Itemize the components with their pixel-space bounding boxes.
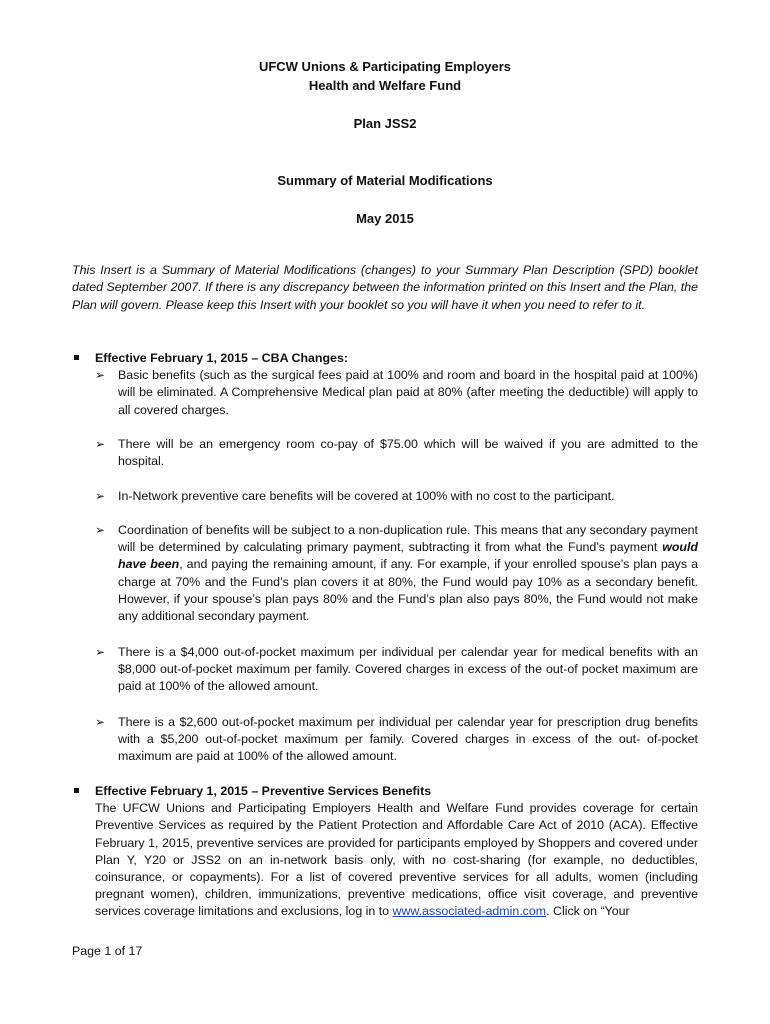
title-block (0, 57, 770, 95)
emphasis-text: would have been (118, 540, 698, 572)
section-cba-changes (72, 350, 698, 419)
associated-admin-link[interactable]: www.associated-admin.com (392, 904, 547, 919)
plan-title: Plan JSS2 (353, 116, 417, 131)
section-heading: Effective February 1, 2015 – CBA Changes: (72, 350, 698, 367)
square-bullet-icon (74, 788, 79, 793)
arrow-bullet-icon: ➢ (95, 715, 106, 729)
list-item-block (72, 522, 698, 625)
list-item-block (72, 714, 698, 766)
list-item: ➢ There will be an emergency room co-pay of $75.00 which will be waived if you are admitted to the hospital. (95, 437, 698, 469)
list-item: ➢ There is a $2,600 out-of-pocket maximum per individual per calendar year for prescription drug benefits with a $5,200 out-of-pocket maximum per family. Covered charges in excess of the out- of-pocket maximum are paid at 100% of the allowed amount. (95, 715, 698, 764)
arrow-bullet-icon: ➢ (95, 489, 106, 503)
org-name: UFCW Unions & Participating Employers (258, 59, 512, 74)
arrow-bullet-icon: ➢ (95, 368, 106, 383)
section-body: The UFCW Unions and Participating Employers Health and Welfare Fund provides coverage for certain Preventive Services as required by the Patient Protection and Affordable Care Act of 2010 (ACA). Effective February 1, 2015, preventive services are provided for participants employed by Shoppers and covered under Plan Y, Y20 or JSS2 on an in-network basis only, with no cost-sharing (for example, no deductibles, coinsurance, or copayments). For a list of covered preventive services for all adults, women (including pregnant women), children, immunizations, preventive medications, office visit coverage, and preventive services coverage limitations and exclusions, log in to www.associated-admin.com. Click on “Your (95, 801, 698, 919)
fund-name: Health and Welfare Fund (308, 78, 462, 93)
page-number: Page 1 of 17 (72, 944, 143, 958)
list-item: ➢ Coordination of benefits will be subject to a non-duplication rule. This means that any secondary payment will be determined by calculating primary payment, subtracting it from what the Fund’s payment would have been, and paying the remaining amount, if any. For example, if your enrolled spouse’s plan pays a charge at 70% and the Fund’s plan covers it at 80%, the Fund would pay 10% as a secondary benefit. However, if your spouse’s plan pays 80% and the Fund’s plan also pays 80%, the Fund would not make any additional secondary payment. (95, 523, 698, 624)
arrow-bullet-icon: ➢ (95, 523, 106, 537)
intro-paragraph: This Insert is a Summary of Material Modifications (changes) to your Summary Plan Description (SPD) booklet dated September 2007. If there is any discrepancy between the information printed on this Insert and the Plan, the Plan will govern. Please keep this Insert with your booklet so you will have it when you need to refer to it. (72, 263, 698, 312)
document-date: May 2015 (356, 211, 414, 226)
list-item: ➢ Basic benefits (such as the surgical fees paid at 100% and room and board in the hospital paid at 100%) will be eliminated. A Comprehensive Medical plan paid at 80% (after meeting the deductible) will apply to all covered charges. (95, 368, 698, 417)
list-item: ➢ There is a $4,000 out-of-pocket maximum per individual per calendar year for medical benefits with an $8,000 out-of-pocket maximum per family. Covered charges in excess of the out-of pocket maximum are paid at 100% of the allowed amount. (95, 645, 698, 694)
square-bullet-icon (74, 355, 79, 360)
arrow-bullet-icon: ➢ (95, 645, 106, 659)
document-subtitle: Summary of Material Modifications (277, 173, 493, 188)
list-item: ➢ In-Network preventive care benefits will be covered at 100% with no cost to the participant. (72, 488, 698, 505)
list-item-block (72, 436, 698, 470)
list-item-block (72, 488, 698, 505)
section-heading: Effective February 1, 2015 – Preventive Services Benefits (72, 783, 698, 800)
arrow-bullet-icon: ➢ (95, 437, 106, 451)
list-item-block (72, 644, 698, 696)
section-preventive-services (72, 783, 698, 921)
